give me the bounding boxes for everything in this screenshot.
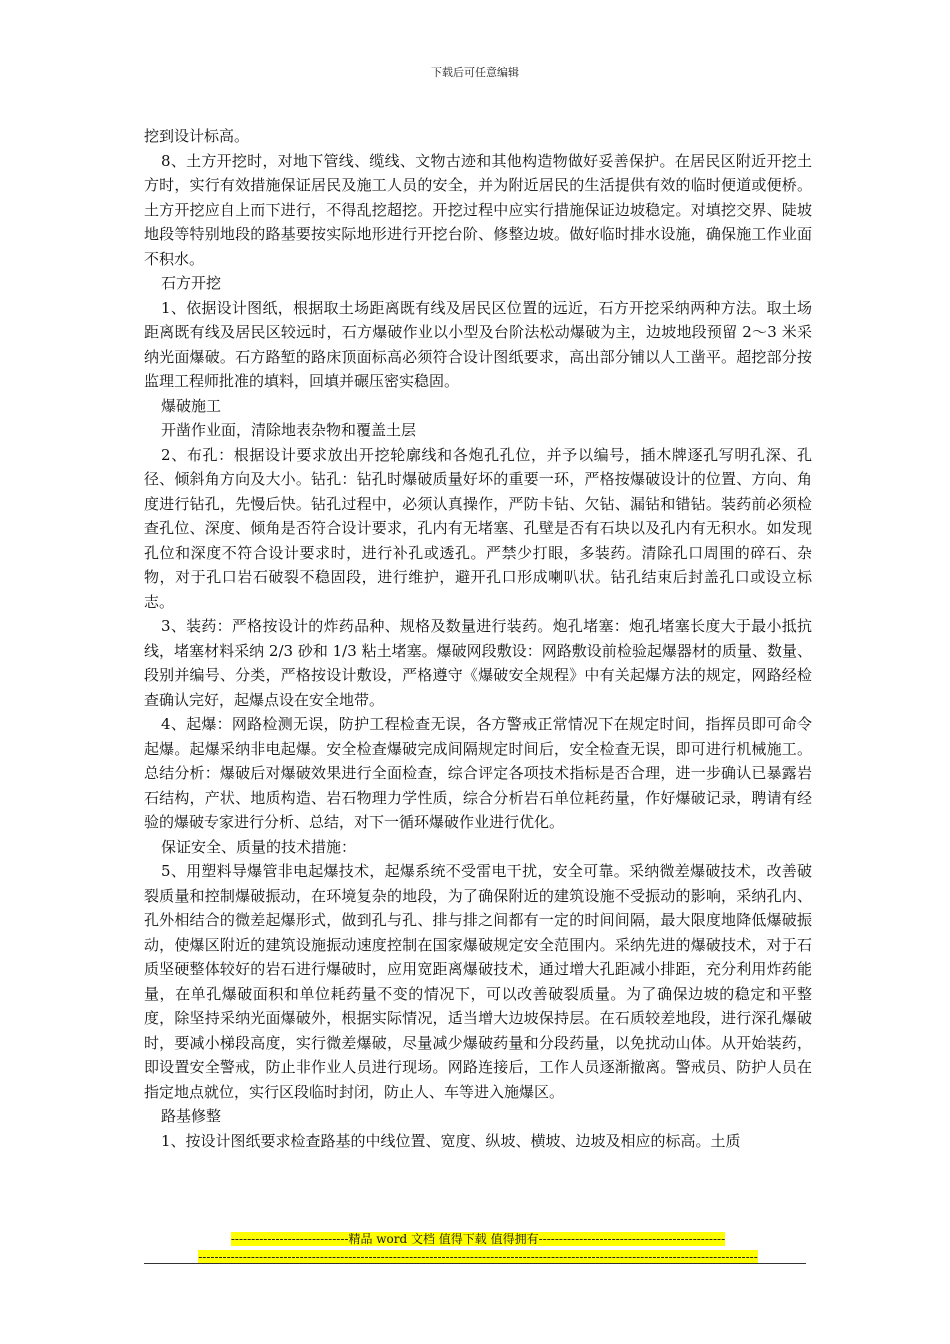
footer-line-2: ------------------------------------------------------------------------------------------------------------------------------------------ (198, 1250, 758, 1264)
document-body (144, 124, 812, 1153)
paragraph-1: 挖到设计标高。 (144, 127, 250, 145)
paragraph-7: 4、起爆：网路检测无误，防护工程检查无误，各方警戒正常情况下在规定时间，指挥员即可命令起爆。起爆采纳非电起爆。安全检查爆破完成间隔规定时间后，安全检查无误，即可进行机械施工。总结分析：爆破后对爆破效果进行全面检查，综合评定各项技术指标是否合理，进一步确认已暴露岩石结构，产状、地质构造、岩石物理力学性质，综合分析岩石单位耗药量，作好爆破记录，聘请有经验的爆破专家进行分析、总结，对下一循环爆破作业进行优化。 (144, 715, 812, 831)
heading-subgrade-trimming: 路基修整 (161, 1107, 222, 1125)
heading-blasting: 爆破施工 (161, 396, 222, 415)
heading-rock-excavation: 石方开挖 (161, 274, 222, 292)
footer-line-1: -----------------------------精品 word 文档 值得下载 值得拥有---------------------------------------------- (230, 1232, 726, 1246)
paragraph-3: 1、依据设计图纸，根据取土场距离既有线及居民区位置的远近，石方开挖采纳两种方法。取土场距离既有线及居民区较远时，石方爆破作业以小型及台阶法松动爆破为主，边坡地段预留 2～3 米采纳光面爆破。石方路堑的路床顶面标高必须符合设计图纸要求，高出部分铺以人工凿平。超挖部分按监理工程师批准的填料，回填并碾压密实稳固。 (144, 298, 812, 390)
paragraph-9: 1、按设计图纸要求检查路基的中线位置、宽度、纵坡、横坡、边坡及相应的标高。土质 (161, 1131, 741, 1150)
paragraph-2: 8、土方开挖时，对地下管线、缆线、文物古迹和其他构造物做好妥善保护。在居民区附近开挖土方时，实行有效措施保证居民及施工人员的安全，并为附近居民的生活提供有效的临时便道或便桥。土方开挖应自上而下进行，不得乱挖超挖。开挖过程中应实行措施保证边坡稳定。对填挖交界、陡坡地段等特别地段的路基要按实际地形进行开挖台阶、修整边坡。做好临时排水设施，确保施工作业面不积水。 (144, 151, 812, 268)
footer-divider (144, 1263, 806, 1264)
paragraph-4: 开凿作业面，清除地表杂物和覆盖土层 (161, 421, 417, 439)
page-header: 下载后可任意编辑 (431, 66, 519, 79)
paragraph-8: 5、用塑料导爆管非电起爆技术，起爆系统不受雷电干扰，安全可靠。采纳微差爆破技术，改善破裂质量和控制爆破振动，在环境复杂的地段，为了确保附近的建筑设施不受振动的影响，采纳孔内、孔外相结合的微差起爆形式，做到孔与孔、排与排之间都有一定的时间间隔，最大限度地降低爆破振动，使爆区附近的建筑设施振动速度控制在国家爆破规定安全范围内。采纳先进的爆破技术，对于石质坚硬整体较好的岩石进行爆破时，应用宽距离爆破技术，通过增大孔距减小排距，充分利用炸药能量，在单孔爆破面积和单位耗药量不变的情况下，可以改善破裂质量。为了确保边坡的稳定和平整度，除坚持采纳光面爆破外，根据实际情况，适当增大边坡保持层。在石质较差地段，进行深孔爆破时，要减小梯段高度，实行微差爆破，尽量减少爆破药量和分段药量，以免扰动山体。从开始装药，即设置安全警戒，防止非作业人员进行现场。网路连接后，工作人员逐渐撤离。警戒员、防护人员在指定地点就位，实行区段临时封闭，防止人、车等进入施爆区。 (144, 862, 812, 1101)
heading-safety-measures: 保证安全、质量的技术措施： (161, 837, 357, 856)
paragraph-6: 3、装药：严格按设计的炸药品种、规格及数量进行装药。炮孔堵塞：炮孔堵塞长度大于最小抵抗线，堵塞材料采纳 2/3 砂和 1/3 粘土堵塞。爆破网段敷设：网路敷设前检验起爆器材的质量、数量、段别并编号、分类，严格按设计敷设，严格遵守《爆破安全规程》中有关起爆方法的规定，网路经检查确认完好，起爆点设在安全地带。 (144, 617, 812, 709)
footer-banner (144, 1230, 812, 1266)
paragraph-5: 2、布孔：根据设计要求放出开挖轮廓线和各炮孔孔位，并予以编号，插木牌逐孔写明孔深、孔径、倾斜角方向及大小。钻孔：钻孔时爆破质量好坏的重要一环，严格按爆破设计的位置、方向、角度进行钻孔，先慢后快。钻孔过程中，必须认真操作，严防卡钻、欠钻、漏钻和错钻。装药前必须检查孔位、深度、倾角是否符合设计要求，孔内有无堵塞、孔壁是否有石块以及孔内有无积水。如发现孔位和深度不符合设计要求时，进行补孔或透孔。严禁少打眼，多装药。清除孔口周围的碎石、杂物，对于孔口岩石破裂不稳固段，进行维护，避开孔口形成喇叭状。钻孔结束后封盖孔口或设立标志。 (144, 445, 812, 611)
